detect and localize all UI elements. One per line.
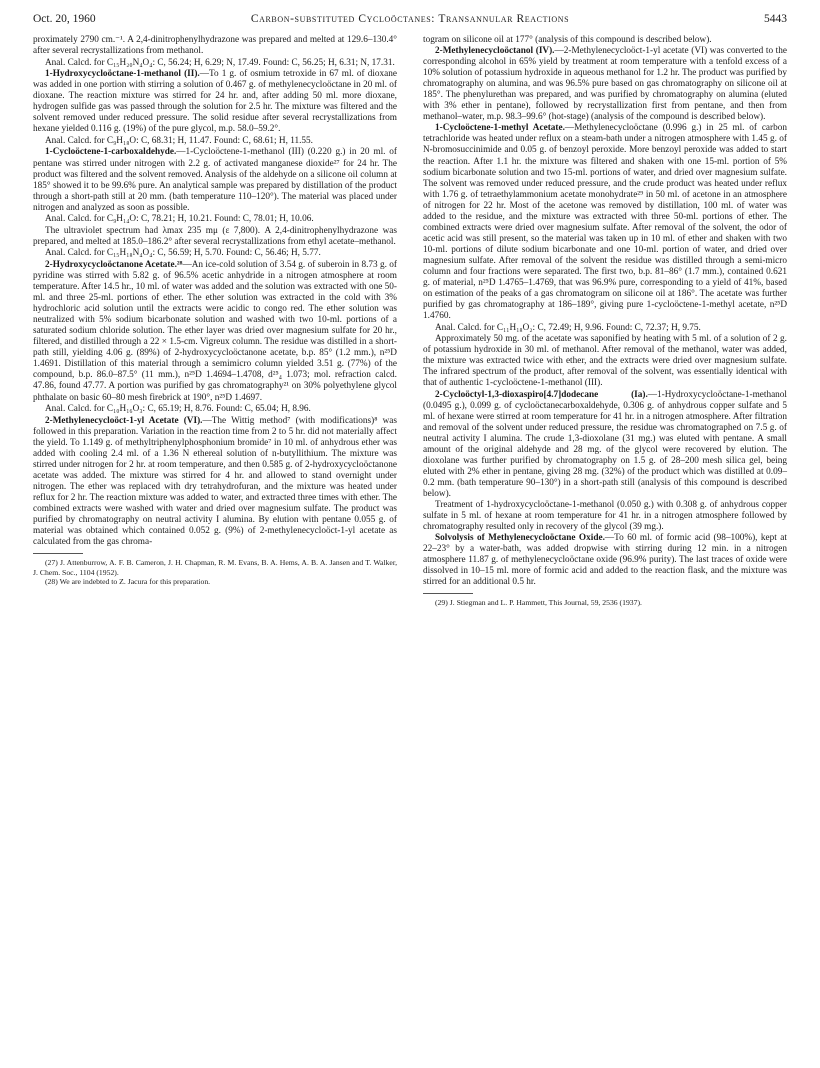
analysis-line: Anal. Calcd. for C₉H₁₈O: C, 68.31; H, 11.47. Found: C, 68.61; H, 11.55. bbox=[45, 135, 313, 146]
paragraph-text: —Methylenecycloöctane (0.996 g.) in 25 ml. of carbon tetrachloride was heated under reflux on a steam-bath under a nitrogen atmosphere with 1.45 g. of N-bromosuccinimide and 0.05 g. of benzoyl peroxide. More benzoyl peroxide was added to start the reaction. After 1.1 hr. the mixture was filtered and shaken with one 15-ml. portion of 5% sodium bicarbonate solution and two 15-ml. portions of water, and dried over magnesium sulfate. The solvent was removed under reduced pressure, and the crude product was heated under reflux with 1.76 g. of tetraethylammonium acetate monohydrate²⁹ in 50 ml. of acetone in an atmosphere of nitrogen for 22 hr. Most of the acetone was removed by distillation, 100 ml. of water was added to the residue, and the mixture was extracted with three 50-ml. portions of ether. The combined extracts were dried over magnesium sulfate. After removal of the solvent, the odor of acetic acid was still present, so the material was taken up in 10 ml. of ether and shaken with two 10-ml. portions of dilute sodium bicarbonate and one 10-ml. portion of water, and dried over magnesium sulfate. After removal of the solvent the residue was distilled through a semi-micro column and four fractions were separated. The first two, b.p. 81–86° (1.7 mm.), contained 0.621 g. of material, n²⁵D 1.4765–1.4769, that was 96.9% pure, corresponding to a yield of 41%, based on estimation of the peaks of a gas chromatogram on silicone oil at 186°. The acetate was further purified by gas chromatography at 186–189°, giving pure 1-cycloöctene-1-methyl acetate, n²⁵D 1.4760. bbox=[423, 123, 787, 322]
compound-heading: 1-Cycloöctene-1-carboxaldehyde. bbox=[45, 147, 177, 158]
paragraph-text: —2-Methylenecycloöct-1-yl acetate (VI) was converted to the corresponding alcohol in 65% yield by treatment at room temperature with a tenfold excess of a 10% solution of potassium hydroxide in aqueous methanol for 1.2 hr. The product was purified by chromatography on alumina, and was 96.5% pure based on gas chromatography on silicone oil at 185°. The phenylurethan was prepared, and was purified by chromatography on alumina (eluted with 3% ether in pentane), followed by recrystallization first from pentane, and then from methanol–water, m.p. 98.3–99.6° (hot-stage) (analysis of the compound is described below). bbox=[423, 46, 787, 123]
paragraph-text: —The Wittig method⁷ (with modifications)⁸ was followed in this preparation. Variation in the reaction time from 2 to 5 hr. did not materially affect the yield. To 1.149 g. of methyltriphenylphosphonium bromide⁷ in 10 ml. of anhydrous ether was added with cooling 2.4 ml. of a 1.36 N ethereal solution of n-butyllithium. The mixture was stirred under nitrogen for 2 hr. at room temperature, and then 0.585 g. of 2-hydroxycycloöctanone acetate was added. The mixture was stirred for 4 hr. and allowed to stand overnight under nitrogen. The ether was replaced with dry tetrahydrofuran, and the mixture was heated under reflux for 2 hr. The reaction mixture was added to water, and extracted three times with ether. The combined extracts were washed with water and dried over magnesium sulfate. The product was purified by chromatography on neutral activity I alumina. By elution with pentane 0.055 g. of material was obtained which contained 0.052 g. (9%) of 2-methylenecycloöct-1-yl acetate as calculated from the gas chroma- bbox=[33, 415, 397, 548]
body-paragraph: The ultraviolet spectrum had λmax 235 mμ (ε 7,800). A 2,4-dinitrophenylhydrazone was prepared, and melted at 185.0–186.2° after several recrystallizations from ethyl acetate–methanol. bbox=[33, 225, 397, 247]
compound-heading: 2-Methylenecycloöctanol (IV). bbox=[435, 46, 555, 57]
footnote: (28) We are indebted to Z. Jacura for this preparation. bbox=[45, 576, 211, 586]
right-column bbox=[423, 35, 787, 608]
body-paragraph: proximately 2790 cm.⁻¹. A 2,4-dinitrophenylhydrazone was prepared and melted at 129.6–130.4° after several recrystallizations from methanol. bbox=[33, 35, 397, 57]
paragraph-text: —1-Hydroxycycloöctane-1-methanol (0.0495 g.), 0.099 g. of cycloöctanecarboxaldehyde, 0.306 g. of anhydrous copper sulfate and 5 ml. of hexane were stirred at room temperature for 41 hr. in a nitrogen atmosphere. After filtration and removal of the solvent under reduced pressure, the residue was chromatographed on 7.5 g. of neutral activity I alumina. The crude 1,3-dioxolane (31 mg.) was eluted with pentane. A small amount of the original aldehyde and 28 mg. of the glycol were recovered by elution. The dioxolane was further purified by chromatography on 1.5 g. of 28–200 mesh silica gel, being eluted with 2% ether in pentane, giving 28 mg. (32%) of the product which was distilled at 0.09–0.2 mm. (bath temperature 90–130°) in a short-path still (analysis of this compound is described below). bbox=[423, 389, 787, 499]
section-paragraph bbox=[423, 123, 787, 322]
analysis-line: Anal. Calcd. for C₁₅H₁₈N₄O₄: C, 56.59; H, 5.70. Found: C, 56.46; H, 5.77. bbox=[45, 248, 321, 259]
footnote: (29) J. Stiegman and L. P. Hammett, This Journal, 59, 2536 (1937). bbox=[435, 598, 642, 608]
page-number: 5443 bbox=[764, 13, 787, 25]
analysis-line: Anal. Calcd. for C₉H₁₄O: C, 78.21; H, 10.21. Found: C, 78.01; H, 10.06. bbox=[45, 214, 314, 225]
paragraph-text: —1-Cycloöctene-1-methanol (III) (0.220 g.) in 20 ml. of pentane was stirred under nitrogen with 2.2 g. of activated manganese dioxide²⁷ for 24 hr. The product was filtered and the solvent removed. Analysis of the aldehyde on a silicone oil column at 185° showed it to be 99.6% pure. An analytical sample was prepared by distillation of the product through a short-path still at 20 mm. (bath temperature 110–120°). The material was placed under nitrogen and analyzed as soon as possible. bbox=[33, 147, 397, 213]
issue-date: Oct. 20, 1960 bbox=[33, 13, 96, 25]
paragraph-text: —To 60 ml. of formic acid (98–100%), kept at 22–23° by a water-bath, was added dropwise with stirring during 12 min. in a nitrogen atmosphere 11.87 g. of methylenecycloöctane oxide (96.9% purity). The last traces of oxide were dissolved in 10–15 ml. more of formic acid and added to the reaction flask, and the mixture was stirred for an additional 0.5 hr. bbox=[423, 533, 787, 588]
section-paragraph bbox=[423, 533, 787, 588]
paragraph-text: —An ice-cold solution of 3.54 g. of suberoin in 8.73 g. of pyridine was stirred with 5.82 g. of 96.5% acetic anhydride in a nitrogen atmosphere at room temperature. After 14.5 hr., 10 ml. of water was added and the solution was extracted with one 50-ml. and three 25-ml. portions of ether. The ether solution was extracted in the cold with 3% hydrochloric acid solution until the extracts were acidic to congo red. The ether solution was neutralized with 5% sodium bicarbonate solution and washed with two 10-ml. portions of a saturated sodium chloride solution. The ether layer was dried over magnesium sulfate for 20 hr., filtered, and distilled through a 22 × 1.5-cm. Vigreux column. The residue was distilled in a short-path still, yielding 4.06 g. (89%) of 2-hydroxycycloöctanone acetate, b.p. 85° (1.2 mm.), n²⁵D 1.4691. Distillation of this material through a semimicro column yielded 3.51 g. (77%) of the compound, b.p. 86.0–87.5° (11 mm.), n²⁵D 1.4694–1.4708, d²⁵₄ 1.073; mol. refraction calcd. 47.86, found 47.77. A portion was purified by gas chromatography²¹ on 30% polyethylene glycol phthalate on basic 60–80 mesh firebrick at 190°, n²⁵D 1.4697. bbox=[33, 259, 397, 403]
paragraph-text: —To 1 g. of osmium tetroxide in 67 ml. of dioxane was added in one portion with stirring a solution of 0.467 g. of methylenecycloöctane in 20 ml. of dioxane. The reaction mixture was stirred for 24 hr. and, after adding 50 ml. more dioxane, hydrogen sulfide gas was passed through the solution for 2.5 hr. The mixture was filtered and the solvent removed under reduced pressure. The solid residue after several recrystallizations from hexane yielded 0.116 g. (19%) of the pure glycol, m.p. 58.0–59.2°. bbox=[33, 69, 397, 135]
footnote-divider bbox=[423, 593, 473, 594]
section-paragraph bbox=[33, 147, 397, 213]
compound-heading: 2-Methylenecycloöct-1-yl Acetate (VI). bbox=[45, 415, 203, 426]
compound-heading: 1-Hydroxycycloöctane-1-methanol (II). bbox=[45, 69, 200, 80]
body-paragraph: Treatment of 1-hydroxycycloöctane-1-methanol (0.050 g.) with 0.308 g. of anhydrous copper sulfate in 5 ml. of hexane at room temperature for 41 hr. in a nitrogen atmosphere followed by chromatography resulted only in recovery of the glycol (39 mg.). bbox=[423, 499, 787, 533]
compound-heading: 2-Hydroxycycloöctanone Acetate.²⁸ bbox=[45, 259, 183, 270]
section-paragraph bbox=[33, 416, 397, 549]
running-title: Carbon-substituted Cycloöctanes: Transannular Reactions bbox=[250, 13, 570, 25]
section-paragraph bbox=[33, 69, 397, 135]
page-header bbox=[33, 13, 787, 33]
section-paragraph bbox=[423, 46, 787, 123]
body-paragraph: Approximately 50 mg. of the acetate was saponified by heating with 5 ml. of a solution of 2 g. of potassium hydroxide in 30 ml. of methanol. After removal of the methanol, water was added, the mixture was extracted twice with ether, and the extracts were dried over magnesium sulfate. The infrared spectrum of the product, after removal of the solvent, was essentially identical with that of authentic 1-cycloöctene-1-methanol (III). bbox=[423, 334, 787, 389]
section-paragraph bbox=[33, 260, 397, 404]
left-column bbox=[33, 35, 397, 586]
body-paragraph: togram on silicone oil at 177° (analysis of this compound is described below). bbox=[423, 35, 712, 45]
analysis-line: Anal. Calcd. for C₁₀H₁₆O₃: C, 65.19; H, 8.76. Found: C, 65.04; H, 8.96. bbox=[45, 404, 311, 415]
footnote-divider bbox=[33, 553, 83, 554]
compound-heading: 1-Cycloöctene-1-methyl Acetate. bbox=[435, 123, 565, 134]
footnote: (27) J. Attenburrow, A. F. B. Cameron, J. H. Chapman, R. M. Evans, B. A. Hems, A. B. A. Jansen and T. Walker, J. Chem. Soc., 1104 (1952). bbox=[33, 558, 397, 577]
section-paragraph bbox=[423, 390, 787, 500]
analysis-line: Anal. Calcd. for C₁₁H₁₈O₂: C, 72.49; H, 9.96. Found: C, 72.37; H, 9.75. bbox=[435, 322, 701, 333]
compound-heading: Solvolysis of Methylenecycloöctane Oxide. bbox=[435, 533, 605, 544]
compound-heading: 2-Cycloöctyl-1,3-dioxaspiro[4.7]dodecane (Ia). bbox=[435, 389, 648, 400]
analysis-line: Anal. Calcd. for C₁₅H₂₀N₄O₄: C, 56.24; H, 6.29; N, 17.49. Found: C, 56.25; H, 6.31; N, 17.31. bbox=[45, 57, 395, 68]
